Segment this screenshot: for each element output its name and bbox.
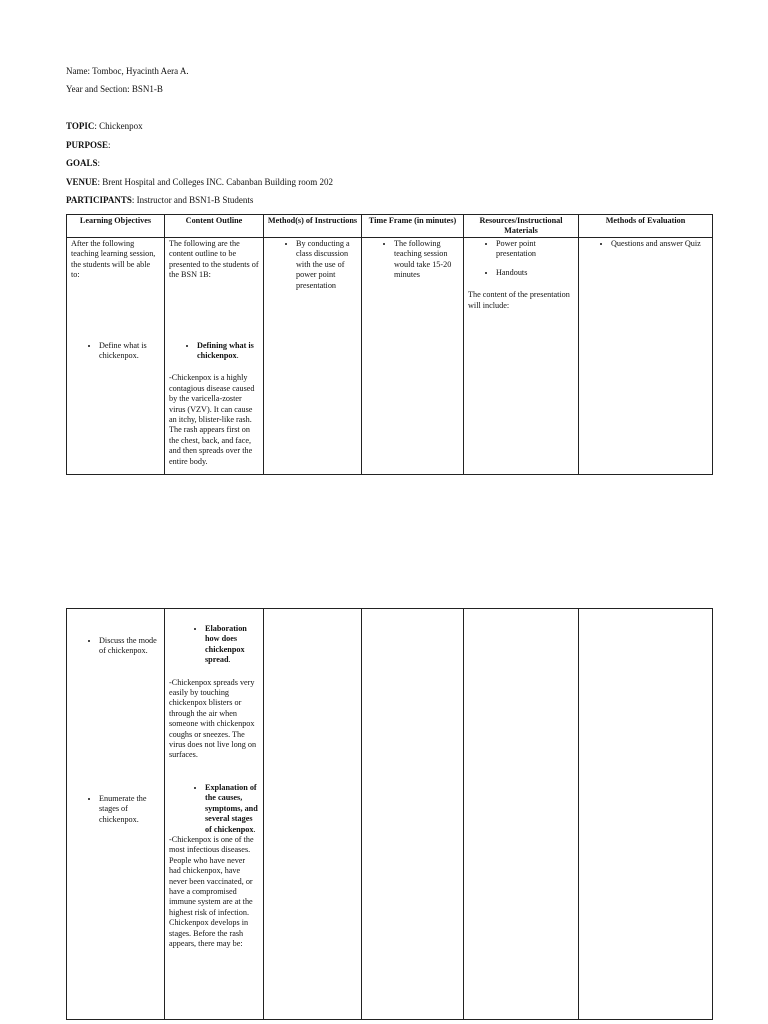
purpose-line [66, 140, 111, 151]
content-text: -Chickenpox is one of the most infectious diseases. People who have never had chickenpox, have never been vaccinated, or have a compromised immune system are at the highest risk of infection. [169, 834, 254, 917]
content-text: -Chickenpox is a highly contagious disease caused by the varicella-zoster virus (VZV). It can cause an itchy, blister-like rash. The rash appears first on the chest, back, and face, and then spreads over the entire body. [169, 373, 255, 466]
method-cell [264, 238, 362, 475]
resource-note: The content of the presentation will include: [468, 290, 570, 310]
topic-line [66, 121, 143, 132]
header-methods-of-evaluation: Methods of Evaluation [579, 215, 713, 238]
participants-line [66, 195, 253, 206]
evaluation-cell [579, 609, 713, 1020]
content-cell [165, 238, 264, 475]
content-intro: The following are the content outline to be presented to the students of the BSN 1B: [169, 239, 259, 280]
content-heading: • Defining what is chickenpox. [197, 341, 259, 362]
student-name: Name: Tomboc, Hyacinth Aera A. [66, 66, 189, 76]
resource-item: • Power point presentation [496, 239, 574, 260]
lesson-plan-table [66, 214, 713, 475]
objective-item: • Enumerate the stages of chickenpox. [99, 794, 160, 825]
objectives-cell [67, 609, 165, 1020]
participants-value: : Instructor and BSN1-B Students [131, 195, 254, 205]
venue-label: VENUE [66, 177, 98, 187]
header-resources: Resources/Instructional Materials [464, 215, 579, 238]
goals-value: : [97, 158, 101, 168]
lesson-plan-table-continued [66, 608, 713, 1020]
goals-label: GOALS [66, 158, 98, 168]
header-learning-objectives: Learning Objectives [67, 215, 165, 238]
topic-label: TOPIC [66, 121, 95, 131]
content-cell [165, 609, 264, 1020]
objectives-cell [67, 238, 165, 475]
resources-cell [464, 238, 579, 475]
method-item: • By conducting a class discussion with the use of power point presentation [296, 239, 357, 291]
evaluation-cell [579, 238, 713, 475]
resource-item: • Handouts [496, 268, 574, 278]
year-section: Year and Section: BSN1-B [66, 84, 163, 94]
header-time-frame: Time Frame (in minutes) [362, 215, 464, 238]
objective-item: • Discuss the mode of chickenpox. [99, 636, 160, 657]
content-heading: • Elaboration how does chickenpox spread. [205, 624, 259, 666]
purpose-label: PURPOSE [66, 140, 109, 150]
objective-item: • Define what is chickenpox. [99, 341, 160, 362]
method-cell [264, 609, 362, 1020]
table-row [67, 609, 713, 1020]
objectives-intro: After the following teaching learning session, the students will be able to: [71, 239, 156, 280]
header-methods-of-instructions: Method(s) of Instructions [264, 215, 362, 238]
topic-value: : Chickenpox [94, 121, 143, 131]
time-item: • The following teaching session would take 15-20 minutes [394, 239, 459, 281]
content-text: Chickenpox develops in stages. Before the rash appears, there may be: [169, 918, 249, 948]
participants-label: PARTICIPANTS [66, 195, 132, 205]
resources-cell [464, 609, 579, 1020]
time-cell [362, 238, 464, 475]
evaluation-item: • Questions and answer Quiz [611, 239, 708, 249]
table-row [67, 238, 713, 475]
content-heading: • Explanation of the causes, symptoms, and several stages of chickenpox. [205, 783, 259, 835]
table-header-row [67, 215, 713, 238]
content-text: -Chickenpox spreads very easily by touching chickenpox blisters or through the air when someone with chickenpox coughs or sneezes. The virus does not live long on surfaces. [169, 677, 257, 760]
venue-line [66, 177, 333, 188]
purpose-value: : [108, 140, 111, 150]
venue-value: : Brent Hospital and Colleges INC. Cabanban Building room 202 [97, 177, 333, 187]
goals-line [66, 158, 100, 169]
time-cell [362, 609, 464, 1020]
header-content-outline: Content Outline [165, 215, 264, 238]
